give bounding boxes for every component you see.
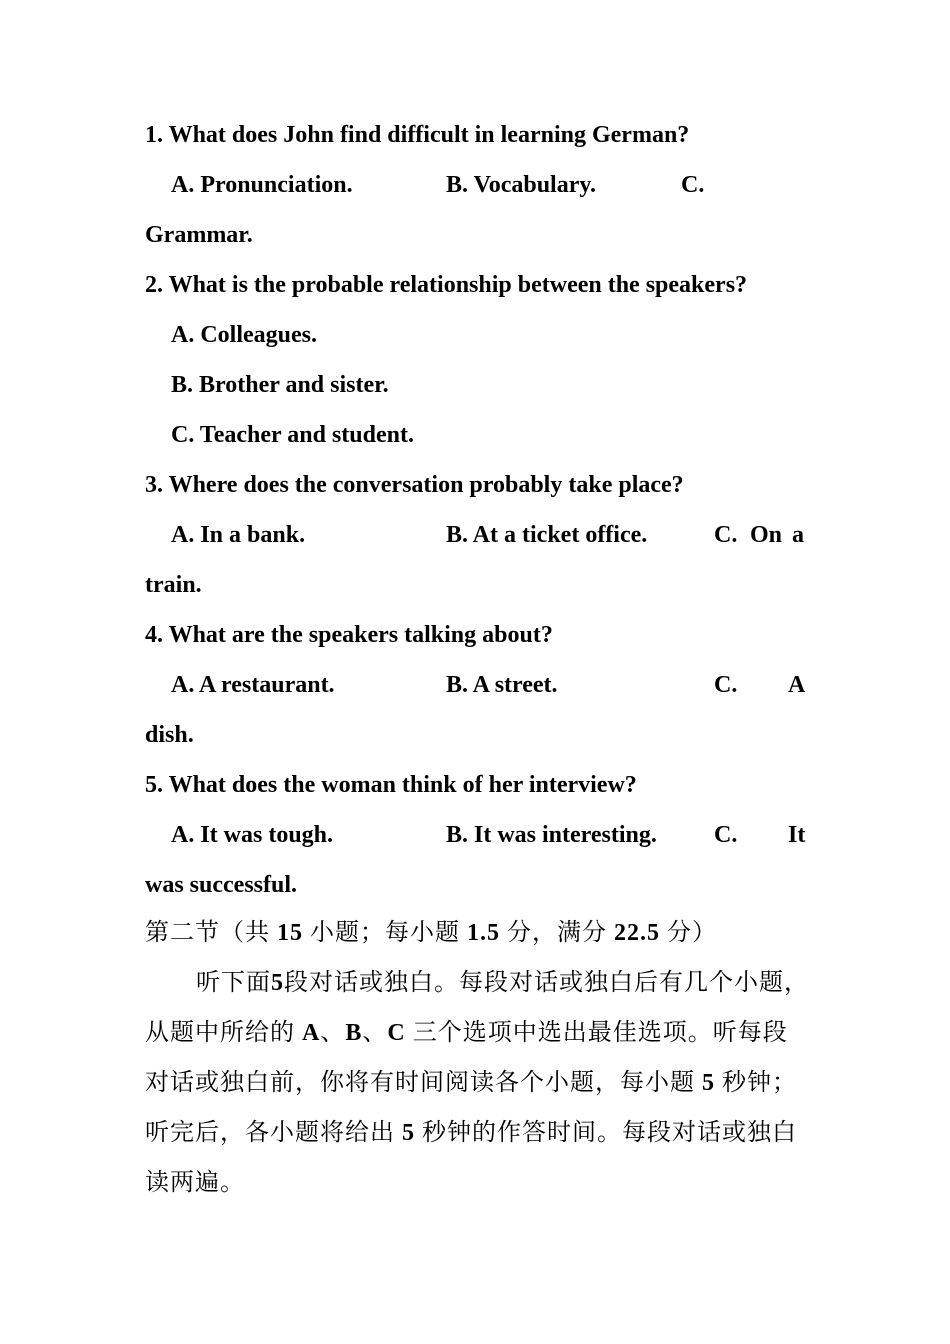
- option-c-label: C.: [714, 522, 738, 548]
- option-a: A. It was tough.: [171, 822, 334, 848]
- question-3-option-c-continued: [0, 570, 950, 620]
- text-part: 听下面: [196, 970, 271, 996]
- question-1-options: [0, 170, 950, 220]
- heading-number: 22.5: [614, 920, 660, 946]
- option-c-label: C.: [681, 172, 705, 198]
- question-2-option-c: [0, 420, 950, 470]
- option-c: C. Teacher and student.: [171, 422, 414, 448]
- heading-part: 第二节（共: [145, 920, 270, 946]
- heading-part: 分）: [667, 920, 717, 946]
- question-5-options: [0, 820, 950, 870]
- question-1: [0, 120, 950, 170]
- text-number: 5: [402, 1120, 415, 1146]
- question-5: [0, 770, 950, 820]
- question-5-option-c-continued: [0, 870, 950, 920]
- option-a: A. A restaurant.: [171, 672, 335, 698]
- text-part: 秒钟的作答时间。每段对话或独白: [422, 1120, 797, 1146]
- question-4-option-c-continued: [0, 720, 950, 770]
- text-letter: A: [302, 1020, 321, 1046]
- question-stem: 5. What does the woman think of her interview?: [145, 772, 637, 798]
- instructions-line-4: [0, 1118, 950, 1168]
- text-part: 、: [320, 1020, 346, 1046]
- heading-number: 15: [277, 920, 303, 946]
- text-part: 从题中所给的: [145, 1020, 295, 1046]
- instructions-line-5: [0, 1168, 950, 1218]
- question-stem: 3. Where does the conversation probably take place?: [145, 472, 684, 498]
- heading-part: 小题；每小题: [310, 920, 460, 946]
- instructions-line-1: [0, 968, 950, 1018]
- option-b: B. Brother and sister.: [171, 372, 389, 398]
- instructions-text: [145, 1118, 797, 1148]
- option-a: A. In a bank.: [171, 522, 306, 548]
- text-number: 5: [271, 970, 284, 996]
- option-a: A. Colleagues.: [171, 322, 317, 348]
- option-c-word: On: [750, 522, 783, 548]
- heading-part: 分，满分: [507, 920, 607, 946]
- option-c-word: A: [788, 672, 806, 698]
- instructions-text: [196, 968, 809, 998]
- question-stem: 2. What is the probable relationship between the speakers?: [145, 272, 748, 298]
- instructions-line-3: [0, 1068, 950, 1118]
- question-3: [0, 470, 950, 520]
- option-b: B. Vocabulary.: [446, 172, 597, 198]
- option-c-word: It: [788, 822, 806, 848]
- option-c-word: a: [792, 522, 804, 548]
- instructions-text: 读两遍。: [145, 1170, 245, 1196]
- option-c-text: train.: [145, 572, 202, 598]
- heading-text: [145, 918, 717, 948]
- instructions-text: [145, 1068, 797, 1098]
- option-c-text: Grammar.: [145, 222, 253, 248]
- text-part: 三个选项中选出最佳选项。听每段: [412, 1020, 788, 1046]
- option-c-text: was successful.: [145, 872, 298, 898]
- option-c-label: C.: [714, 672, 738, 698]
- instructions-text: [145, 1018, 788, 1048]
- option-a: A. Pronunciation.: [171, 172, 353, 198]
- question-2-option-b: [0, 370, 950, 420]
- option-c-label: C.: [714, 822, 738, 848]
- text-letter: B: [345, 1020, 363, 1046]
- instructions-line-2: [0, 1018, 950, 1068]
- text-part: 听完后，各小题将给出: [145, 1120, 395, 1146]
- option-b: B. A street.: [446, 672, 558, 698]
- text-letter: C: [387, 1020, 406, 1046]
- question-stem: 1. What does John find difficult in learning German?: [145, 122, 690, 148]
- question-3-options: [0, 520, 950, 570]
- heading-number: 1.5: [467, 920, 500, 946]
- option-c-text: dish.: [145, 722, 194, 748]
- question-4: [0, 620, 950, 670]
- text-part: 秒钟；: [722, 1070, 797, 1096]
- text-part: 段对话或独白。每段对话或独白后有几个小题，: [284, 970, 809, 996]
- question-stem: 4. What are the speakers talking about?: [145, 622, 553, 648]
- question-2: [0, 270, 950, 320]
- text-part: 对话或独白前，你将有时间阅读各个小题，每小题: [145, 1070, 695, 1096]
- text-number: 5: [702, 1070, 715, 1096]
- question-4-options: [0, 670, 950, 720]
- question-1-option-c-continued: [0, 220, 950, 270]
- option-b: B. It was interesting.: [446, 822, 657, 848]
- option-b: B. At a ticket office.: [446, 522, 648, 548]
- question-2-option-a: [0, 320, 950, 370]
- text-part: 、: [362, 1020, 388, 1046]
- section-2-heading: [0, 918, 950, 968]
